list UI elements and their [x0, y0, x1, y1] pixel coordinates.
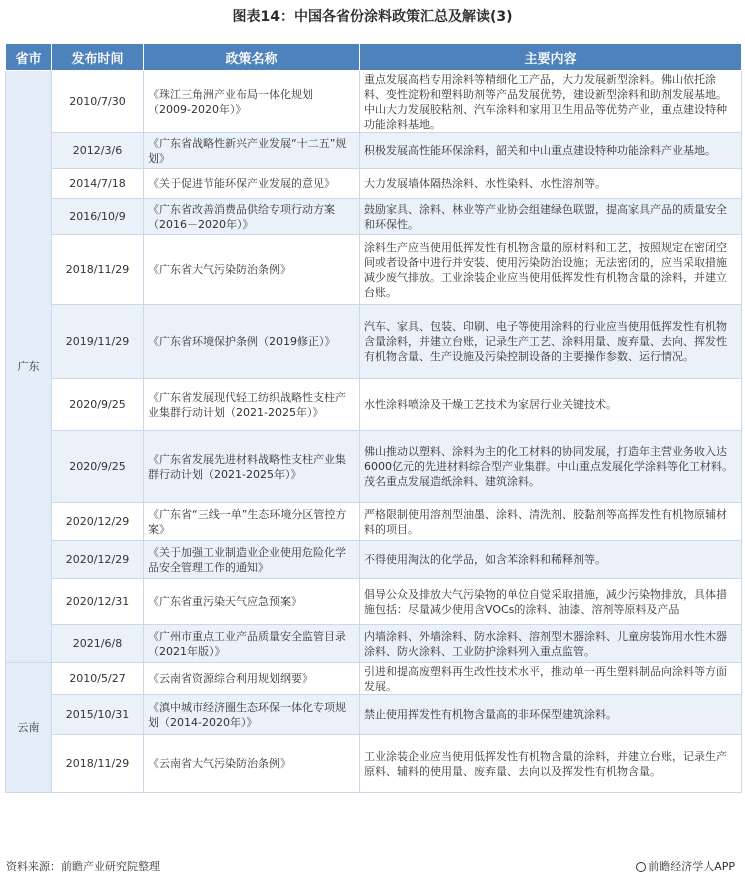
- date-cell: 2018/11/29: [52, 235, 144, 305]
- date-cell: 2019/11/29: [52, 305, 144, 379]
- content-cell: 工业涂装企业应当使用低挥发性有机物含量的涂料，并建立台账，记录生产原料、辅料的使用量、废弃量、去向以及挥发性有机物含量。: [360, 735, 742, 793]
- policy-cell: 《云南省大气污染防治条例》: [144, 735, 360, 793]
- policy-cell: 《广东省发展先进材料战略性支柱产业集群行动计划（2021-2025年）》: [144, 431, 360, 503]
- page-title: 图表14：中国各省份涂料政策汇总及解读(3): [232, 9, 513, 25]
- province-cell: 云南: [6, 663, 52, 793]
- content-cell: 积极发展高性能环保涂料，韶关和中山重点建设特种功能涂料产业基地。: [360, 133, 742, 169]
- header-policy: 政策名称: [144, 44, 360, 71]
- table-row: [6, 133, 742, 169]
- header-province: 省市: [6, 44, 52, 71]
- policy-cell: 《关于促进节能环保产业发展的意见》: [144, 169, 360, 199]
- content-cell: 水性涂料喷涂及干燥工艺技术为家居行业关键技术。: [360, 379, 742, 431]
- policy-cell: 《广州市重点工业产品质量安全监管目录（2021年版）》: [144, 625, 360, 663]
- province-cell: 广东: [6, 71, 52, 663]
- table-row: [6, 663, 742, 695]
- brand-label: [636, 858, 735, 874]
- header-date: 发布时间: [52, 44, 144, 71]
- table-row: [6, 625, 742, 663]
- content-cell: 严格限制使用溶剂型油墨、涂料、清洗剂、胶黏剂等高挥发性有机物原辅材料的项目。: [360, 503, 742, 541]
- policy-cell: 《广东省“三线一单”生态环境分区管控方案》: [144, 503, 360, 541]
- content-cell: 倡导公众及排放大气污染物的单位自觉采取措施，减少污染物排放，具体措施包括：尽量减少使用含VOCs的涂料、油漆、溶剂等原料及产品: [360, 579, 742, 625]
- policy-cell: 《广东省重污染天气应急预案》: [144, 579, 360, 625]
- date-cell: 2020/12/29: [52, 503, 144, 541]
- table-row: [6, 305, 742, 379]
- policy-cell: 《关于加强工业制造业企业使用危险化学品安全管理工作的通知》: [144, 541, 360, 579]
- date-cell: 2021/6/8: [52, 625, 144, 663]
- policy-cell: 《广东省战略性新兴产业发展“十二五”规划》: [144, 133, 360, 169]
- policy-cell: 《广东省发展现代轻工纺织战略性支柱产业集群行动计划（2021-2025年）》: [144, 379, 360, 431]
- content-cell: 涂料生产应当使用低挥发性有机物含量的原材料和工艺，按照规定在密闭空间或者设备中进行并安装、使用污染防治设施；无法密闭的，应当采取措施减少废气排放。工业涂装企业应当使用低挥发性有机物含量的涂料，并建立台账。: [360, 235, 742, 305]
- date-cell: 2020/9/25: [52, 379, 144, 431]
- table-row: [6, 71, 742, 133]
- table-row: [6, 735, 742, 793]
- date-cell: 2015/10/31: [52, 695, 144, 735]
- date-cell: 2020/12/29: [52, 541, 144, 579]
- date-cell: 2020/12/31: [52, 579, 144, 625]
- content-cell: 内墙涂料、外墙涂料、防水涂料、溶剂型木器涂料、儿童房装饰用水性木器涂料、防火涂料、工业防护涂料列入重点监管。: [360, 625, 742, 663]
- source-note: 资料来源：前瞻产业研究院整理: [6, 860, 160, 873]
- header-content: 主要内容: [360, 44, 742, 71]
- content-cell: 汽车、家具、包装、印刷、电子等使用涂料的行业应当使用低挥发性有机物含量涂料，并建立台账，记录生产工艺、涂料用量、废弃量、去向、挥发性有机物含量、生产设施及污染控制设备的主要操作参数、运行情况。: [360, 305, 742, 379]
- content-cell: 大力发展墙体隔热涂料、水性染料、水性溶剂等。: [360, 169, 742, 199]
- content-cell: 不得使用淘汰的化学品，如含苯涂料和稀释剂等。: [360, 541, 742, 579]
- policy-table: [5, 43, 742, 793]
- content-cell: 重点发展高档专用涂料等精细化工产品，大力发展新型涂料。佛山依托涂料、变性淀粉和塑料助剂等产品发展优势，建设新型涂料和助剂发展基地。中山大力发展胶粘剂、汽车涂料和家用卫生用品等优势产业，重点建设特种功能涂料基地。: [360, 71, 742, 133]
- policy-cell: 《珠江三角洲产业布局一体化规划（2009-2020年）》: [144, 71, 360, 133]
- table-header-row: [6, 44, 742, 71]
- date-cell: 2010/5/27: [52, 663, 144, 695]
- date-cell: 2016/10/9: [52, 199, 144, 235]
- brand-logo-icon: [636, 862, 646, 872]
- table-row: [6, 503, 742, 541]
- table-row: [6, 431, 742, 503]
- date-cell: 2020/9/25: [52, 431, 144, 503]
- brand-text: 前瞻经济学人APP: [648, 860, 735, 873]
- table-row: [6, 541, 742, 579]
- table-row: [6, 695, 742, 735]
- date-cell: 2018/11/29: [52, 735, 144, 793]
- content-cell: 鼓励家具、涂料、林业等产业协会组建绿色联盟，提高家具产品的质量安全和环保性。: [360, 199, 742, 235]
- table-row: [6, 199, 742, 235]
- date-cell: 2014/7/18: [52, 169, 144, 199]
- content-cell: 佛山推动以塑料、涂料为主的化工材料的协同发展，打造年主营业务收入达6000亿元的先进材料综合型产业集群。中山重点发展化学涂料等化工材料。茂名重点发展造纸涂料、建筑涂料。: [360, 431, 742, 503]
- policy-cell: 《云南省资源综合利用规划纲要》: [144, 663, 360, 695]
- policy-cell: 《滇中城市经济圈生态环保一体化专项规划（2014-2020年）》: [144, 695, 360, 735]
- date-cell: 2010/7/30: [52, 71, 144, 133]
- table-row: [6, 379, 742, 431]
- table-row: [6, 579, 742, 625]
- content-cell: 引进和提高废塑料再生改性技术水平，推动单一再生塑料制品向涂料等方面发展。: [360, 663, 742, 695]
- policy-cell: 《广东省大气污染防治条例》: [144, 235, 360, 305]
- table-row: [6, 235, 742, 305]
- policy-cell: 《广东省改善消费品供给专项行动方案（2016－2020年）》: [144, 199, 360, 235]
- content-cell: 禁止使用挥发性有机物含量高的非环保型建筑涂料。: [360, 695, 742, 735]
- table-row: [6, 169, 742, 199]
- table-body: [6, 71, 742, 793]
- date-cell: 2012/3/6: [52, 133, 144, 169]
- policy-cell: 《广东省环境保护条例（2019修正）》: [144, 305, 360, 379]
